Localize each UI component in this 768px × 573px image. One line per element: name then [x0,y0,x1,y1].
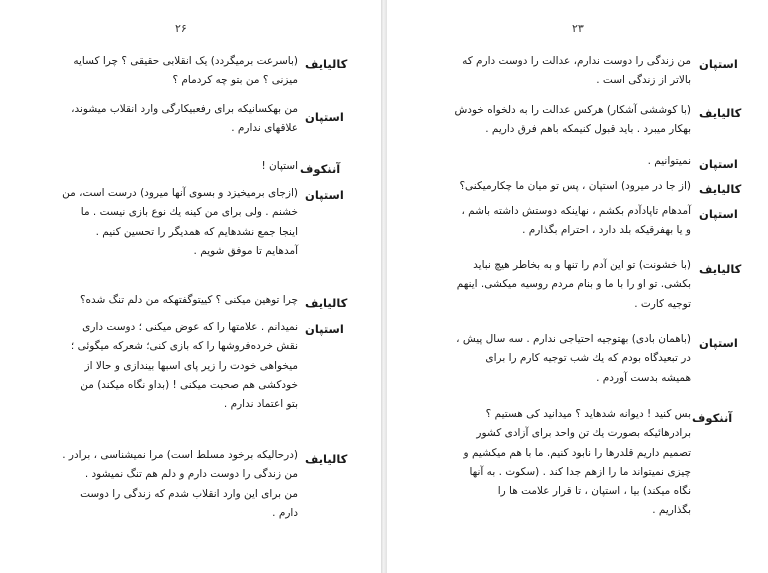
dialogue-line: من بهکسانیکه برای رفعبیکارگی وارد انقلاب میشوند، [71,103,298,115]
dialogue-line: میزنی ؟ من بتو چه کردمام ؟ [172,74,298,87]
dialogue-line: اینجا جمع نشدهایم که همدیگر را تحسین کنیم . [95,225,298,238]
dialogue-lines [437,330,691,388]
dialogue-line: بس کنید ! دیوانه شدهاید ؟ میدانید کی هستیم ؟ [485,408,691,420]
dialogue-line: بگذاریم . [652,504,691,517]
dialogue-line: آمدهام تاپادآدم بکشم ، نهاینکه دوستش داشته باشم ، [461,205,691,217]
speaker-name: استپان [699,157,738,171]
dialogue-line: من زندگی را دوست دارم و دلم هم تنگ نمیشود . [84,468,298,481]
dialogue-line: بالاتر از زندگی است . [596,74,691,87]
dialogue-line: (با خشونت) تو این آدم را تنها و به بخاطر هیچ نباید [473,259,691,271]
dialogue-line: نقش خرده‌فروشها را که بازی کنی؛ شعرکه میگوئی ؛ [70,340,298,353]
dialogue-lines [20,52,298,91]
speaker-name: آننکوف [300,162,341,176]
dialogue-line: بهکار میبرد . باید قبول کنیمکه باهم فرق داریم . [485,123,691,136]
dialogue-lines [437,405,691,521]
speaker-name: کالیایف [699,182,742,196]
right-page [387,0,768,573]
left-page [0,0,381,573]
speaker-name: کالیایف [305,452,348,466]
dialogue-line: بکشی. تو او را با ما و بنام مردم روسیه میکشی. اینهم [456,278,691,291]
page-number: ۲۳ [572,22,584,35]
dialogue-lines [20,291,298,310]
dialogue-line: و یا بهفرقیکه بلد دارد ، احترام بگذارم . [522,224,691,237]
dialogue-lines [437,52,691,91]
dialogue-lines [437,177,691,196]
speaker-name: استپان [699,207,738,221]
dialogue-line: نمیتوانیم . [647,155,691,167]
speaker-name: استپان [699,57,738,71]
dialogue-lines [437,256,691,314]
dialogue-lines [20,157,298,176]
dialogue-line: دارم . [272,506,298,519]
page-number: ۲۶ [175,22,187,35]
dialogue-line: بتو اعتماد ندارم . [223,398,298,411]
dialogue-line: همیشه بدست آوردم . [596,371,691,384]
speaker-name: کالیایف [699,262,742,276]
speaker-name: کالیایف [699,106,742,120]
dialogue-line: آمدهایم تا موفق شویم . [193,244,298,257]
dialogue-lines [437,101,691,140]
dialogue-lines [20,318,298,414]
speaker-name: استپان [305,322,344,336]
dialogue-line: (ازجای برمیخیزد و بسوی آنها میرود) درست است، من [62,187,298,199]
dialogue-line: نگاه میکند) بیا ، استپان ، تا قرار علامت ها را [497,485,691,498]
dialogue-line: (درحالیکه برخود مسلط است) مرا نمیشناسی ، برادر . [62,449,298,461]
speaker-name: کالیایف [305,57,348,71]
speaker-name: کالیایف [305,296,348,310]
speaker-name: استپان [305,110,344,124]
dialogue-lines [437,152,691,171]
dialogue-line: خشنم . ولی برای من کینه یك نوع بازی نیست . ما [80,206,298,219]
speaker-name: آننکوف [692,411,733,425]
dialogue-lines [20,184,298,261]
dialogue-line: نمیدانم . علامتها را که عوض میکنی ؛ دوست داری [82,321,298,333]
dialogue-line: (باهمان بادی) بهتوجیه احتیاجی ندارم . سه سال پیش ، [456,333,691,345]
dialogue-line: علاقهای ندارم . [231,122,298,135]
dialogue-lines [437,202,691,241]
speaker-name: استپان [699,336,738,350]
dialogue-line: تصمیم داریم قلدرها را نابود کنیم. ما با هم میکشیم و [463,446,691,459]
dialogue-lines [20,100,298,139]
dialogue-line: استپان ! [261,160,298,172]
dialogue-line: (با کوششی آشکار) هرکس عدالت را به دلخواه خودش [454,104,691,116]
dialogue-line: من برای این وارد انقلاب شدم که زندگی را دوست [80,487,298,500]
dialogue-line: چیزی نمیتواند ما را ازهم جدا کند . (سکوت . به آنها [469,465,691,478]
dialogue-line: (باسرعت برمیگردد) یک انقلابی حقیقی ؟ چرا کسایه [73,55,298,67]
dialogue-lines [20,446,298,523]
dialogue-line: برادرهائیکه بصورت یك تن واحد برای آزادی کشور [476,427,691,440]
speaker-name: استپان [305,188,344,202]
dialogue-line: در تبعیدگاه بودم که یك شب توجیه کارم را برای [485,352,691,365]
dialogue-line: توجیه کارت . [634,297,691,310]
dialogue-line: (از جا در میرود) استپان ، پس تو میان ما چکارمیکنی؟ [459,180,691,192]
dialogue-line: میخواهی خودت را زیر پای اسبها بیندازی و حالا از [84,359,298,372]
dialogue-line: چرا توهین میکنی ؟ کییتوگفتهکه من دلم تنگ شده؟ [79,294,298,306]
dialogue-line: من زندگی را دوست ندارم، عدالت را دوست دارم که [462,55,691,67]
dialogue-line: خودکشی هم صحبت میکنی ! (بداو نگاه میکند) من [80,378,298,391]
